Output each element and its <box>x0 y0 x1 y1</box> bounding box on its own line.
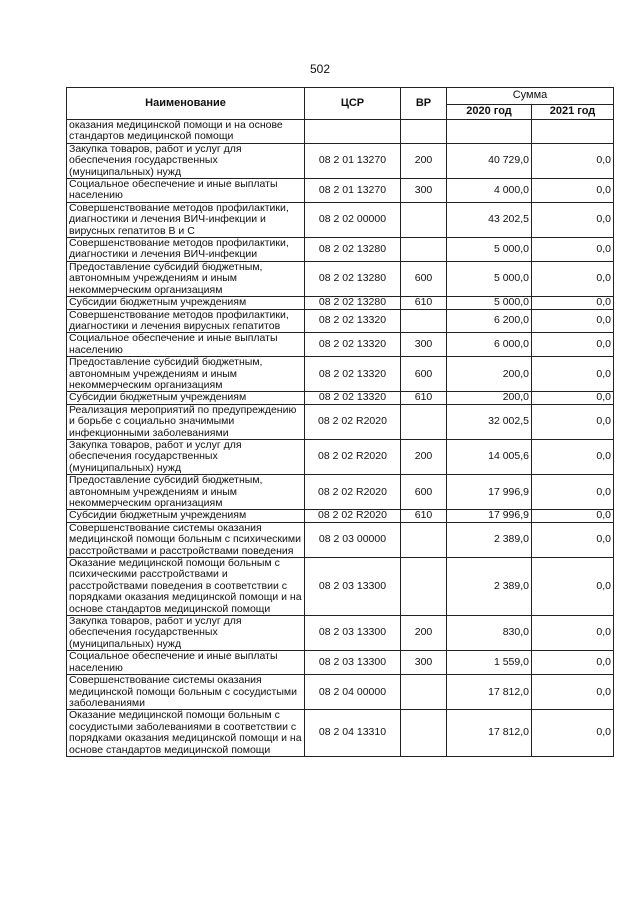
row-2020-cell: 43 202,5 <box>447 202 532 237</box>
page-number: 502 <box>309 62 331 76</box>
row-name-cell: Совершенствование методов профилактики, диагностики и лечения ВИЧ-инфекции <box>67 238 305 262</box>
row-2020-cell: 32 002,5 <box>447 404 532 439</box>
row-2021-cell: 0,0 <box>532 202 614 237</box>
row-name-cell: оказания медицинской помощи и на основе стандартов медицинской помощи <box>67 120 305 144</box>
table-row <box>67 710 614 757</box>
row-csr-cell: 08 2 02 13320 <box>305 392 401 404</box>
row-name-cell: Предоставление субсидий бюджетным, автономным учреждениям и иным некоммерческим организациям <box>67 261 305 296</box>
row-name-cell: Социальное обеспечение и иные выплаты населению <box>67 651 305 675</box>
row-name-cell: Закупка товаров, работ и услуг для обеспечения государственных (муниципальных) нужд <box>67 616 305 651</box>
row-name-cell: Оказание медицинской помощи больным с психическими расстройствами и расстройствами поведения в соответствии с порядками оказания медицинской помощи и на основе стандартов медицинской помощи <box>67 558 305 616</box>
row-vr-cell: 610 <box>401 392 447 404</box>
table-row <box>67 261 614 296</box>
table-row <box>67 120 614 144</box>
header-2020: 2020 год <box>447 105 532 120</box>
row-vr-cell <box>401 120 447 144</box>
row-2021-cell: 0,0 <box>532 404 614 439</box>
table-row <box>67 179 614 203</box>
row-2020-cell: 830,0 <box>447 616 532 651</box>
row-name-cell: Субсидии бюджетным учреждениям <box>67 510 305 522</box>
row-vr-cell: 610 <box>401 297 447 309</box>
row-2020-cell <box>447 120 532 144</box>
row-2021-cell: 0,0 <box>532 710 614 757</box>
row-name-cell: Субсидии бюджетным учреждениям <box>67 297 305 309</box>
row-vr-cell: 300 <box>401 333 447 357</box>
row-2020-cell: 17 812,0 <box>447 710 532 757</box>
row-csr-cell: 08 2 02 00000 <box>305 202 401 237</box>
table-row <box>67 297 614 309</box>
row-csr-cell: 08 2 02 13320 <box>305 309 401 333</box>
row-csr-cell: 08 2 04 00000 <box>305 675 401 710</box>
row-2021-cell: 0,0 <box>532 439 614 474</box>
row-2021-cell: 0,0 <box>532 475 614 510</box>
row-csr-cell <box>305 120 401 144</box>
row-2021-cell: 0,0 <box>532 651 614 675</box>
table-row <box>67 675 614 710</box>
row-name-cell: Закупка товаров, работ и услуг для обеспечения государственных (муниципальных) нужд <box>67 439 305 474</box>
row-csr-cell: 08 2 04 13310 <box>305 710 401 757</box>
row-vr-cell <box>401 238 447 262</box>
row-2021-cell <box>532 120 614 144</box>
row-csr-cell: 08 2 03 13300 <box>305 558 401 616</box>
row-csr-cell: 08 2 02 13320 <box>305 333 401 357</box>
row-csr-cell: 08 2 03 00000 <box>305 522 401 557</box>
row-csr-cell: 08 2 01 13270 <box>305 179 401 203</box>
table-row <box>67 202 614 237</box>
row-name-cell: Совершенствование методов профилактики, диагностики и лечения ВИЧ-инфекции и вирусных гепатитов В и С <box>67 202 305 237</box>
row-2020-cell: 17 812,0 <box>447 675 532 710</box>
row-vr-cell <box>401 675 447 710</box>
row-2020-cell: 5 000,0 <box>447 261 532 296</box>
row-2020-cell: 200,0 <box>447 392 532 404</box>
row-name-cell: Социальное обеспечение и иные выплаты населению <box>67 333 305 357</box>
row-vr-cell <box>401 202 447 237</box>
row-2021-cell: 0,0 <box>532 510 614 522</box>
row-name-cell: Социальное обеспечение и иные выплаты населению <box>67 179 305 203</box>
row-name-cell: Совершенствование методов профилактики, диагностики и лечения вирусных гепатитов <box>67 309 305 333</box>
row-csr-cell: 08 2 02 13280 <box>305 297 401 309</box>
row-2021-cell: 0,0 <box>532 143 614 178</box>
header-2021: 2021 год <box>532 105 614 120</box>
row-2021-cell: 0,0 <box>532 558 614 616</box>
row-csr-cell: 08 2 02 13280 <box>305 261 401 296</box>
row-csr-cell: 08 2 02 R2020 <box>305 404 401 439</box>
row-vr-cell <box>401 309 447 333</box>
row-name-cell: Субсидии бюджетным учреждениям <box>67 392 305 404</box>
row-2020-cell: 6 200,0 <box>447 309 532 333</box>
row-2021-cell: 0,0 <box>532 675 614 710</box>
row-name-cell: Совершенствование системы оказания медицинской помощи больным с психическими расстройствами и расстройствами поведения <box>67 522 305 557</box>
row-2021-cell: 0,0 <box>532 179 614 203</box>
row-2021-cell: 0,0 <box>532 309 614 333</box>
row-2020-cell: 14 005,6 <box>447 439 532 474</box>
row-vr-cell <box>401 404 447 439</box>
row-2020-cell: 2 389,0 <box>447 558 532 616</box>
table-row <box>67 616 614 651</box>
row-2020-cell: 4 000,0 <box>447 179 532 203</box>
row-csr-cell: 08 2 02 R2020 <box>305 439 401 474</box>
row-2021-cell: 0,0 <box>532 616 614 651</box>
header-name: Наименование <box>67 88 305 120</box>
table-row <box>67 143 614 178</box>
row-vr-cell: 600 <box>401 475 447 510</box>
row-2020-cell: 17 996,9 <box>447 510 532 522</box>
row-vr-cell: 600 <box>401 357 447 392</box>
row-vr-cell: 300 <box>401 651 447 675</box>
table-row <box>67 439 614 474</box>
table-row <box>67 238 614 262</box>
row-2020-cell: 200,0 <box>447 357 532 392</box>
row-name-cell: Оказание медицинской помощи больным с сосудистыми заболеваниями в соответствии с порядками оказания медицинской помощи и на основе стандартов медицинской помощи <box>67 710 305 757</box>
row-vr-cell <box>401 710 447 757</box>
row-name-cell: Предоставление субсидий бюджетным, автономным учреждениям и иным некоммерческим организациям <box>67 475 305 510</box>
row-vr-cell: 200 <box>401 439 447 474</box>
header-sum: Сумма <box>447 88 614 105</box>
row-csr-cell: 08 2 02 13280 <box>305 238 401 262</box>
row-2021-cell: 0,0 <box>532 357 614 392</box>
row-csr-cell: 08 2 03 13300 <box>305 616 401 651</box>
row-csr-cell: 08 2 03 13300 <box>305 651 401 675</box>
header-csr: ЦСР <box>305 88 401 120</box>
row-vr-cell: 200 <box>401 143 447 178</box>
row-2021-cell: 0,0 <box>532 297 614 309</box>
row-2021-cell: 0,0 <box>532 333 614 357</box>
row-name-cell: Предоставление субсидий бюджетным, автономным учреждениям и иным некоммерческим организациям <box>67 357 305 392</box>
row-vr-cell: 610 <box>401 510 447 522</box>
table-body <box>67 120 614 757</box>
row-csr-cell: 08 2 02 R2020 <box>305 475 401 510</box>
row-name-cell: Совершенствование системы оказания медицинской помощи больным с сосудистыми заболеваниями <box>67 675 305 710</box>
row-vr-cell: 200 <box>401 616 447 651</box>
table-row <box>67 651 614 675</box>
table-row <box>67 357 614 392</box>
row-vr-cell: 300 <box>401 179 447 203</box>
table-row <box>67 522 614 557</box>
table-row <box>67 404 614 439</box>
row-2020-cell: 5 000,0 <box>447 297 532 309</box>
row-vr-cell <box>401 558 447 616</box>
row-2020-cell: 2 389,0 <box>447 522 532 557</box>
table-row <box>67 333 614 357</box>
row-vr-cell <box>401 522 447 557</box>
row-csr-cell: 08 2 01 13270 <box>305 143 401 178</box>
row-2020-cell: 6 000,0 <box>447 333 532 357</box>
row-2021-cell: 0,0 <box>532 392 614 404</box>
budget-table <box>66 87 614 757</box>
table-row <box>67 392 614 404</box>
row-2020-cell: 17 996,9 <box>447 475 532 510</box>
row-2020-cell: 1 559,0 <box>447 651 532 675</box>
table-row <box>67 475 614 510</box>
header-vr: ВР <box>401 88 447 120</box>
row-csr-cell: 08 2 02 R2020 <box>305 510 401 522</box>
row-2021-cell: 0,0 <box>532 522 614 557</box>
row-name-cell: Реализация мероприятий по предупреждению и борьбе с социально значимыми инфекционными заболеваниями <box>67 404 305 439</box>
row-name-cell: Закупка товаров, работ и услуг для обеспечения государственных (муниципальных) нужд <box>67 143 305 178</box>
table-row <box>67 558 614 616</box>
row-2020-cell: 5 000,0 <box>447 238 532 262</box>
row-2021-cell: 0,0 <box>532 238 614 262</box>
row-2020-cell: 40 729,0 <box>447 143 532 178</box>
row-vr-cell: 600 <box>401 261 447 296</box>
row-2021-cell: 0,0 <box>532 261 614 296</box>
table-row <box>67 510 614 522</box>
row-csr-cell: 08 2 02 13320 <box>305 357 401 392</box>
table-row <box>67 309 614 333</box>
